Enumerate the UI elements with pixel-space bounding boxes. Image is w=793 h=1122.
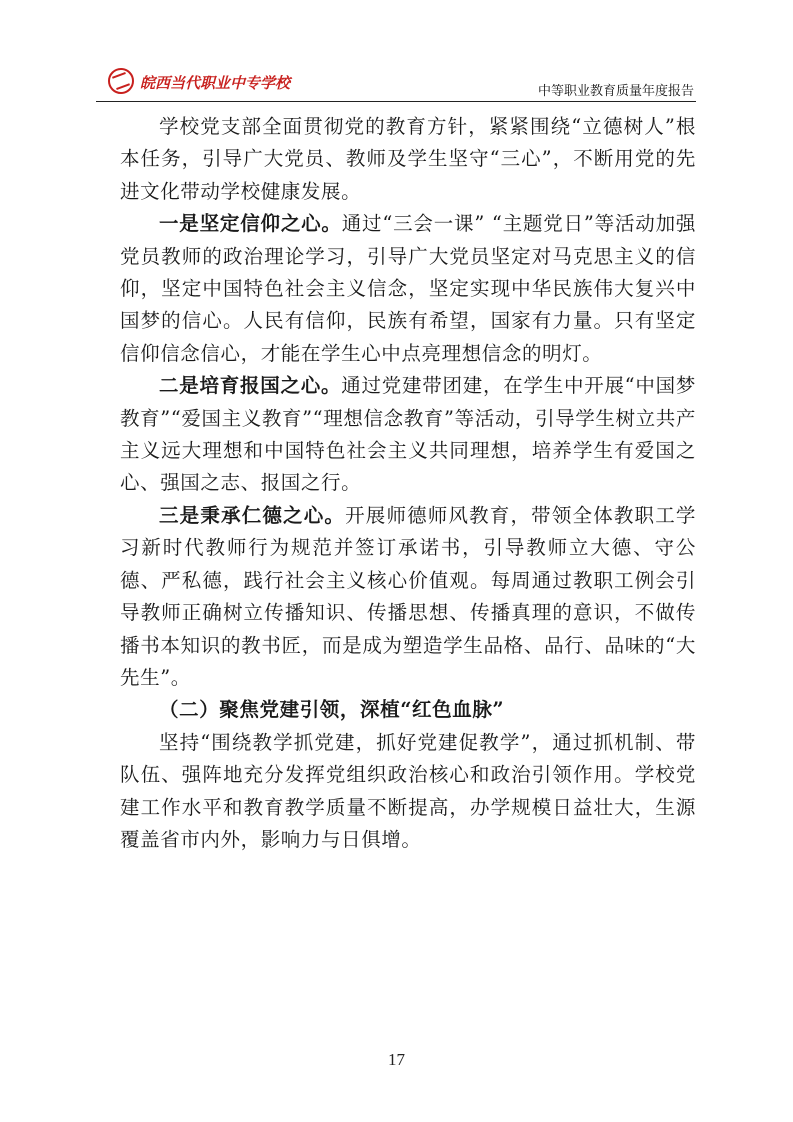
page-header [96, 62, 696, 104]
header-rule [96, 101, 696, 102]
paragraph-lead: 二是培育报国之心。 [159, 374, 342, 398]
paragraph-virtue [120, 500, 696, 694]
paragraph-lead: 三是秉承仁德之心。 [159, 503, 346, 527]
body-text [120, 111, 696, 856]
section-heading: （二）聚焦党建引领，深植“红色血脉” [159, 698, 505, 722]
paragraph-text: 通过党建带团建，在学生中开展“中国梦教育”“爱国主义教育”“理想信念教育”等活动，引导学生树立共产主义远大理想和中国特色社会主义共同理想，培养学生有爱国之心、强国之志、报国之行。 [120, 374, 696, 495]
page-number: 17 [388, 1050, 405, 1069]
paragraph-text: 学校党支部全面贯彻党的教育方针，紧紧围绕“立德树人”根本任务，引导广大党员、教师及学生坚守“三心”，不断用党的先进文化带动学校健康发展。 [120, 115, 696, 203]
paragraph-section: 坚持“围绕教学抓党建，抓好党建促教学”，通过抓机制、带队伍、强阵地充分发挥党组织政治核心和政治引领作用。学校党建工作水平和教育教学质量不断提高，办学规模日益壮大，生源覆盖省市内外，影响力与日俱增。 [120, 730, 696, 851]
paragraph-intro [120, 111, 696, 208]
paragraph-faith [120, 208, 696, 370]
school-emblem-icon [108, 68, 134, 94]
paragraph-patriotism [120, 370, 696, 500]
school-name: 皖西当代职业中专学校 [140, 74, 291, 92]
report-title: 中等职业教育质量年度报告 [537, 84, 694, 99]
paragraph-text: 开展师德师风教育，带领全体教职工学习新时代教师行为规范并签订承诺书，引导教师立大德、守公德、严私德，践行社会主义核心价值观。每周通过教职工例会引导教师正确树立传播知识、传播思想、传播真理的意识，不做传播书本知识的教书匠，而是成为塑造学生品格、品行、品味的“大先生”。 [120, 503, 697, 689]
paragraph-lead: 一是坚定信仰之心。 [159, 212, 342, 236]
paragraph-text: 通过“三会一课” “主题党日”等活动加强党员教师的政治理论学习，引导广大党员坚定对马克思主义的信仰，坚定中国特色社会主义信念，坚定实现中华民族伟大复兴中国梦的信心。人民有信仰，民族有希望，国家有力量。只有坚定信仰信念信心，才能在学生心中点亮理想信念的明灯。 [120, 212, 697, 365]
